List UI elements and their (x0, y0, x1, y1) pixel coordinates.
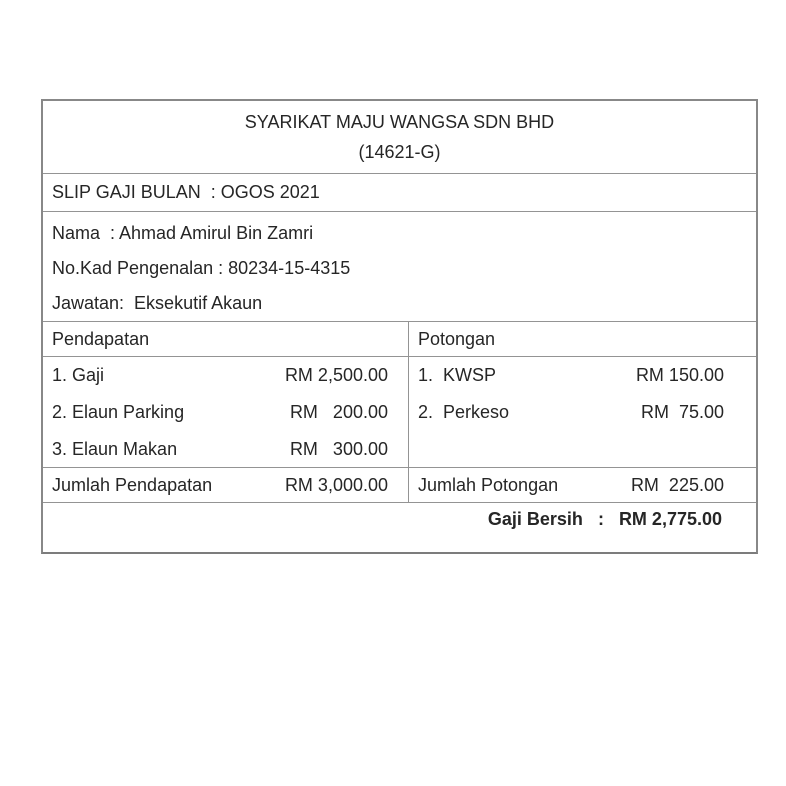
slip-title: SLIP GAJI BULAN : OGOS 2021 (52, 182, 320, 202)
earnings-item-label: 2. Elaun Parking (52, 402, 185, 422)
company-header-section (43, 101, 756, 174)
deductions-total-amount: RM 225.00 (630, 474, 724, 495)
earnings-total-cell (43, 468, 409, 502)
employee-position-line: Jawatan: Eksekutif Akaun (52, 293, 263, 313)
earnings-item-label: 1. Gaji (52, 365, 105, 385)
employee-ic-line: No.Kad Pengenalan : 80234-15-4315 (52, 258, 351, 278)
deductions-item (418, 357, 724, 394)
deductions-item-amount: RM 75.00 (640, 402, 724, 422)
deductions-items-cell (409, 357, 756, 467)
deductions-item (418, 394, 724, 431)
company-registration-number: (14621-G) (358, 142, 441, 162)
employee-info-section (43, 212, 756, 322)
deductions-header: Potongan (418, 328, 496, 349)
net-pay-colon: : (597, 508, 604, 529)
deductions-header-cell (409, 322, 756, 356)
deductions-total-label: Jumlah Potongan (418, 474, 559, 495)
deductions-total-cell (409, 468, 756, 502)
earnings-item (52, 431, 388, 468)
slip-title-row (43, 174, 756, 212)
column-header-row (43, 322, 756, 357)
totals-row (43, 468, 756, 503)
company-name: SYARIKAT MAJU WANGSA SDN BHD (244, 112, 555, 132)
net-pay-row (43, 503, 756, 552)
earnings-item-amount: RM 300.00 (289, 439, 388, 459)
payslip-table (41, 99, 758, 554)
earnings-item (52, 357, 388, 394)
earnings-item-amount: RM 2,500.00 (284, 365, 388, 385)
earnings-item-label: 3. Elaun Makan (52, 439, 178, 459)
net-pay-label: Gaji Bersih (487, 508, 583, 529)
earnings-header: Pendapatan (52, 328, 150, 349)
net-pay-amount: RM 2,775.00 (618, 508, 722, 529)
deductions-item-amount: RM 150.00 (635, 365, 724, 385)
deductions-item-label: 1. KWSP (418, 365, 497, 385)
earnings-header-cell (43, 322, 409, 356)
earnings-items-cell (43, 357, 409, 467)
deductions-item-label: 2. Perkeso (418, 402, 510, 422)
earnings-item (52, 394, 388, 431)
items-row (43, 357, 756, 468)
earnings-item-amount: RM 200.00 (289, 402, 388, 422)
employee-name-line: Nama : Ahmad Amirul Bin Zamri (52, 223, 314, 243)
earnings-total-label: Jumlah Pendapatan (52, 474, 213, 495)
earnings-total-amount: RM 3,000.00 (284, 474, 388, 495)
